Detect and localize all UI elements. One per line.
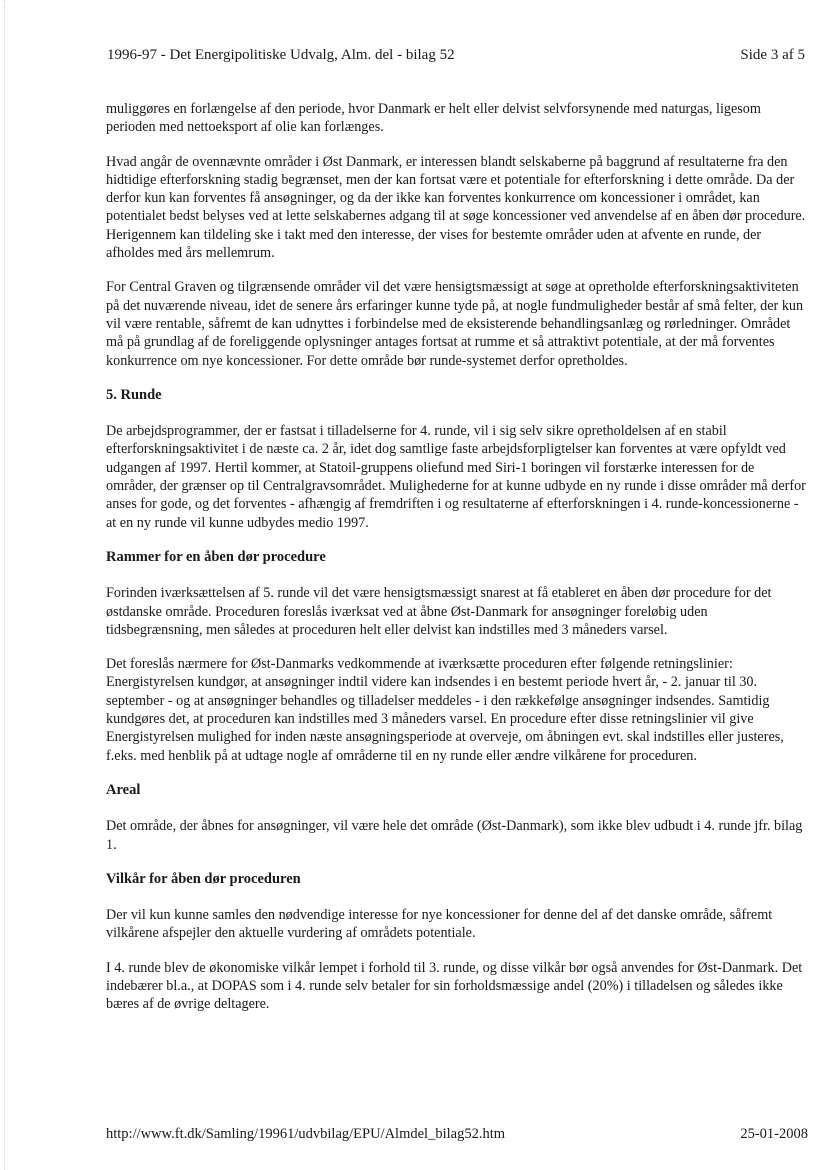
source-url: http://www.ft.dk/Samling/19961/udvbilag/EPU/Almdel_bilag52.htm xyxy=(106,1126,506,1142)
section-heading: 5. Runde xyxy=(106,386,162,403)
paragraph: Det foreslås nærmere for Øst-Danmarks vedkommende at iværksætte proceduren efter følgende retningslinier: Energistyrelsen kundgør, at ansøgninger indtil videre kan indsendes i en bestemt periode hvert år, - 2. januar til 30. september - og at ansøgninger behandles og tilladelser meddeles - i den rækkefølge ansøgninger indsendes. Samtidig kundgøres det, at proceduren kan indstilles med 3 måneders varsel. En procedure efter disse retningslinier vil give Energistyrelsen mulighed for inden næste ansøgningsperiode at overveje, om åbningen evt. skal indstilles eller justeres, f.eks. med henblik på at udtage nogle af områderne til en ny runde eller ændre vilkårene for proceduren. xyxy=(106,656,784,764)
paragraph: Forinden iværksættelsen af 5. runde vil det være hensigtsmæssigt snarest at få etableret en åben dør procedure for det østdanske område. Proceduren foreslås iværksat ved at åbne Øst-Danmark for ansøgninger foreløbig uden tidsbegrænsning, men således at proceduren helt eller delvist kan indstilles med 3 måneders varsel. xyxy=(106,585,772,638)
paragraph: Hvad angår de ovennævnte områder i Øst Danmark, er interessen blandt selskaberne på baggrund af resultaterne fra den hidtidige efterforskning stadig begrænset, men der kan fortsat være et potentiale for efterforskning i dette område. Da der derfor kun kan forventes få ansøgninger, og da der ikke kan forventes konkurrence om koncessioner i området, kan potentialet bedst belyses ved at lette selskabernes adgang til at søge koncessioner ved anvendelse af en åben dør procedure. Herigennem kan tildeling ske i takt med den interesse, der vises for bestemte områder uden at afvente en runde, der afholdes med års mellemrum. xyxy=(106,153,806,262)
paragraph: I 4. runde blev de økonomiske vilkår lempet i forhold til 3. runde, og disse vilkår bør også anvendes for Øst-Danmark. Det indebærer bl.a., at DOPAS som i 4. runde selv betaler for sin forholdsmæssige andel (20%) i tilladelsen og således ikke bæres af de øvrige deltagere. xyxy=(106,959,803,1013)
section-heading: Vilkår for åben dør proceduren xyxy=(106,870,301,887)
page-header xyxy=(107,47,805,64)
section-heading: Areal xyxy=(106,781,141,798)
paragraph: For Central Graven og tilgrænsende områder vil det være hensigtsmæssigt at søge at opretholde efterforskningsaktiviteten på det nuværende niveau, idet de senere års erfaringer kunne tyde på, at nogle fundmuligheder består af små felter, der kun vil være rentable, såfremt de kan udnyttes i forbindelse med de eksisterende behandlingsanlæg og rørledninger. Området må på grundlag af de foreliggende oplysninger antages fortsat at rumme et så attraktivt potentiale, at der må forventes konkurrence om nye koncessioner. For dette område bør runde-systemet derfor opretholdes. xyxy=(106,279,804,369)
document-body xyxy=(106,100,806,1030)
scan-edge-line xyxy=(4,0,6,1170)
print-date: 25-01-2008 xyxy=(740,1126,808,1142)
paragraph: De arbejdsprogrammer, der er fastsat i tilladelserne for 4. runde, vil i sig selv sikre opretholdelsen af en stabil efterforskningsaktivitet i de næste ca. 2 år, idet dog samtlige faste arbejdsforpligtelser kan forventes at være opfyldt ved udgangen af 1997. Hertil kommer, at Statoil-gruppens oliefund med Siri-1 boringen vil forstærke interessen for de områder, der grænser op til Centralgravsområdet. Mulighederne for at kunne udbyde en ny runde i disse områder må derfor anses for gode, og det forventes - afhængig af fremdriften i og resultaterne af efterforskningen i 4. runde-koncessionerne - at en ny runde vil kunne udbydes medio 1997. xyxy=(106,423,806,531)
page-number: Side 3 af 5 xyxy=(740,47,805,63)
paragraph: Det område, der åbnes for ansøgninger, vil være hele det område (Øst-Danmark), som ikke blev udbudt i 4. runde jfr. bilag 1. xyxy=(106,818,803,853)
paragraph: muliggøres en forlængelse af den periode, hvor Danmark er helt eller delvist selvforsynende med naturgas, ligesom perioden med nettoeksport af olie kan forlænges. xyxy=(106,101,761,136)
page-footer xyxy=(106,1126,808,1143)
document-title: 1996-97 - Det Energipolitiske Udvalg, Alm. del - bilag 52 xyxy=(107,47,455,63)
section-heading: Rammer for en åben dør procedure xyxy=(106,548,326,565)
paragraph: Der vil kun kunne samles den nødvendige interesse for nye koncessioner for denne del af det danske område, såfremt vilkårene afspejler den aktuelle vurdering af områdets potentiale. xyxy=(106,907,773,942)
